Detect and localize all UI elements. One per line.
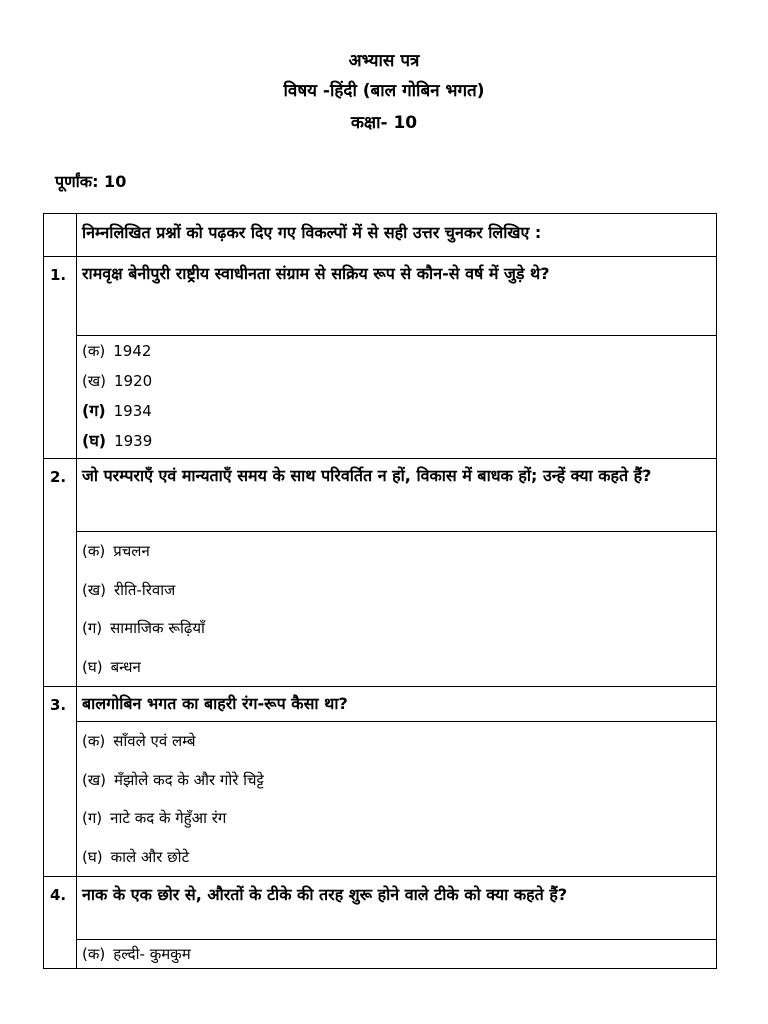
option-label: (ख) [82,372,106,390]
option-label: (क) [82,542,106,560]
option-text: 1942 [113,342,152,360]
question-text: जो परम्पराएँ एवं मान्यताएँ समय के साथ परिवर्तित न हों, विकास में बाधक हों; उन्हें क्या कहते हैं? [77,459,717,532]
options-list [77,336,717,459]
option-text: मँझोले कद के और गोरे चिट्टे [113,770,264,789]
option-label: (क) [82,945,106,963]
option-label: (ग) [82,809,103,827]
instruction-row [44,214,717,257]
option-item [82,571,708,610]
option-text: काले और छोटे [110,847,190,866]
question-row [44,687,717,722]
option-label: (घ) [82,431,107,450]
option-item [82,366,708,396]
question-table [43,213,717,969]
question-text: रामवृक्ष बेनीपुरी राष्ट्रीय स्वाधीनता संग्राम से सक्रिय रूप से कौन-से वर्ष में जुड़े थे? [77,257,717,336]
option-item [82,648,708,687]
question-number: 2. [44,459,77,687]
worksheet-title: अभ्यास पत्र [348,51,420,71]
option-item [82,838,708,877]
option-item [82,799,708,838]
option-text: नाटे कद के गेहुँआ रंग [110,809,227,827]
option-item [82,426,708,456]
question-row [44,257,717,336]
options-list [77,940,717,969]
option-label: (ख) [82,770,106,789]
option-text: हल्दी- कुमकुम [113,945,191,963]
option-item [82,609,708,648]
option-text: साँवले एवं लम्बे [113,732,196,750]
worksheet-subject: विषय -हिंदी (बाल गोबिन भगत) [283,81,485,101]
options-list [77,532,717,687]
option-label: (घ) [82,847,103,866]
option-text: 1934 [113,402,152,420]
option-label: (ग) [82,619,103,637]
options-row [44,722,717,877]
question-text: बालगोबिन भगत का बाहरी रंग-रूप कैसा था? [77,687,717,722]
option-item [82,761,708,800]
option-item [82,336,708,366]
options-row [44,940,717,969]
option-item [82,396,708,426]
option-text: 1920 [113,372,153,390]
option-label: (क) [82,342,106,360]
options-row [44,532,717,687]
option-label: (ख) [82,580,106,599]
option-text: प्रचलन [113,542,150,560]
worksheet-class: कक्षा- 10 [350,113,418,133]
option-text: सामाजिक रूढ़ियाँ [110,619,205,637]
total-marks: पूर्णांक: 10 [55,172,127,191]
option-item [82,940,708,968]
instruction-text: निम्नलिखित प्रश्नों को पढ़कर दिए गए विकल्पों में से सही उत्तर चुनकर लिखिए : [77,214,717,257]
question-number: 4. [44,877,77,969]
question-number: 3. [44,687,77,877]
options-row [44,336,717,459]
question-row [44,877,717,940]
option-label: (क) [82,732,106,750]
options-list [77,722,717,877]
option-text: बन्धन [110,657,141,676]
option-text: रीति-रिवाज [113,580,176,599]
option-label: (घ) [82,657,103,676]
question-row [44,459,717,532]
option-label: (ग) [82,401,106,420]
question-text: नाक के एक छोर से, औरतों के टीके की तरह शुरू होने वाले टीके को क्या कहते हैं? [77,877,717,940]
option-text: 1939 [114,432,153,450]
option-item [82,532,708,571]
question-number: 1. [44,257,77,459]
option-item [82,722,708,761]
